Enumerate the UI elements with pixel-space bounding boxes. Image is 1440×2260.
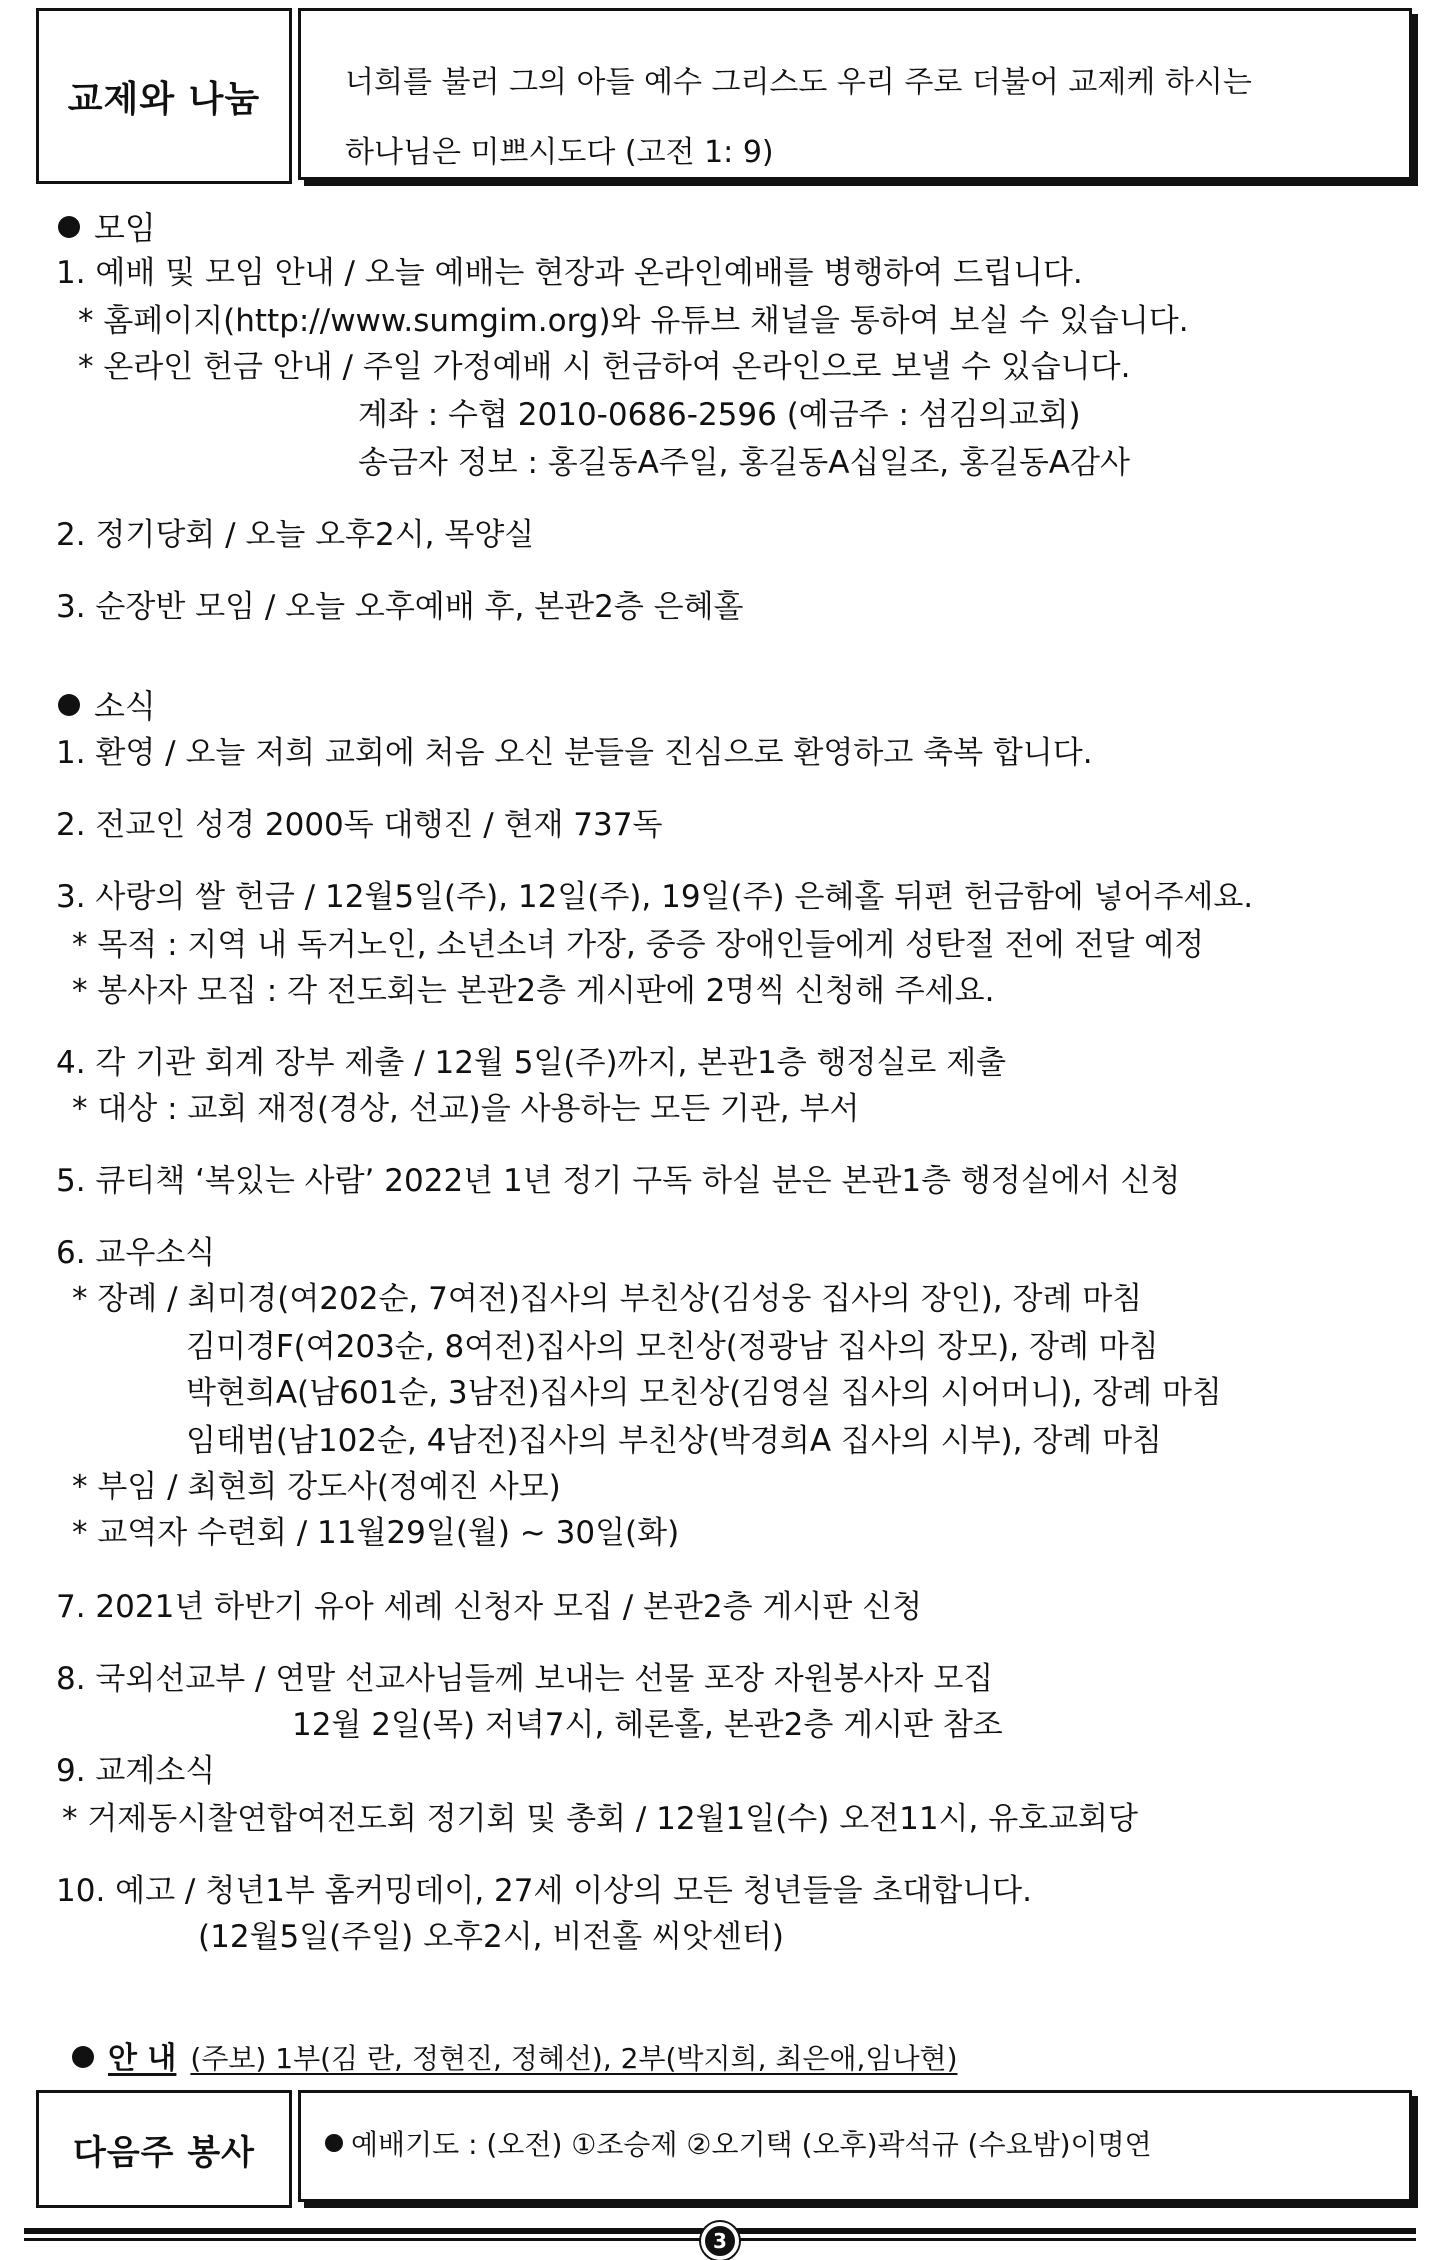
- news-line: * 부임 / 최현희 강도사(정예진 사모): [72, 1469, 561, 1505]
- page-number: 3: [701, 2222, 739, 2260]
- news-line: 8. 국외선교부 / 연말 선교사님들께 보내는 선물 포장 자원봉사자 모집: [56, 1661, 994, 1697]
- news-line: 3. 사랑의 쌀 헌금 / 12월5일(주), 12일(주), 19일(주) 은혜홀 뒤편 헌금함에 넣어주세요.: [56, 879, 1254, 915]
- section-label-text: 교제와 나눔: [67, 78, 261, 120]
- news-line: 2. 전교인 성경 2000독 대행진 / 현재 737독: [56, 807, 663, 843]
- verse-box: [298, 8, 1412, 180]
- gathering-line: 송금자 정보 : 홍길동A주일, 홍길동A십일조, 홍길동A감사: [358, 445, 1130, 481]
- news-line: (12월5일(주일) 오후2시, 비전홀 씨앗센터): [198, 1919, 784, 1955]
- next-week-service-label: [36, 2090, 292, 2208]
- news-line: 임태범(남102순, 4남전)집사의 부친상(박경희A 집사의 시부), 장례 마침: [186, 1423, 1162, 1459]
- news-line: 1. 환영 / 오늘 저희 교회에 처음 오신 분들을 진심으로 환영하고 축복 합니다.: [56, 735, 1093, 771]
- section-label-fellowship: [36, 8, 292, 184]
- verse-line-1: 너희를 불러 그의 아들 예수 그리스도 우리 주로 더불어 교제케 하시는: [345, 65, 1252, 100]
- bullet-icon: [58, 216, 80, 238]
- news-line: 12월 2일(목) 저녁7시, 헤론홀, 본관2층 게시판 참조: [292, 1707, 1003, 1743]
- next-week-service-text: 다음주 봉사: [72, 2132, 256, 2173]
- news-line: 5. 큐티책 ‘복있는 사람’ 2022년 1년 정기 구독 하실 분은 본관1층 행정실에서 신청: [56, 1163, 1181, 1199]
- bullet-icon: [325, 2134, 343, 2152]
- gathering-line: 3. 순장반 모임 / 오늘 오후예배 후, 본관2층 은혜홀: [56, 589, 744, 625]
- news-line: 4. 각 기관 회계 장부 제출 / 12월 5일(주)까지, 본관1층 행정실로 제출: [56, 1045, 1007, 1081]
- bullet-icon: [58, 694, 80, 716]
- news-line: 박현희A(남601순, 3남전)집사의 모친상(김영실 집사의 시어머니), 장례 마침: [186, 1375, 1222, 1411]
- news-line: 6. 교우소식: [56, 1235, 216, 1271]
- gathering-line: * 온라인 헌금 안내 / 주일 가정예배 시 헌금하여 온라인으로 보낼 수 있습니다.: [78, 349, 1131, 385]
- prayer-line: 예배기도 : (오전) ①조승제 ②오기택 (오후)곽석규 (수요밤)이명연: [325, 2131, 1152, 2159]
- news-line: * 장례 / 최미경(여202순, 7여전)집사의 부친상(김성웅 집사의 장인), 장례 마침: [72, 1281, 1143, 1317]
- notice-label: 안 내: [108, 2041, 177, 2076]
- notice-text: (주보) 1부(김 란, 정현진, 정혜선), 2부(박지희, 최은애,임나현): [190, 2042, 958, 2075]
- prayer-box: [298, 2090, 1412, 2202]
- news-line: 10. 예고 / 청년1부 홈커밍데이, 27세 이상의 모든 청년들을 초대합니다.: [56, 1873, 1032, 1909]
- news-line: * 목적 : 지역 내 독거노인, 소년소녀 가장, 중증 장애인들에게 성탄절 전에 전달 예정: [72, 927, 1205, 963]
- news-line: * 거제동시찰연합여전도회 정기회 및 총회 / 12월1일(수) 오전11시, 유호교회당: [62, 1801, 1138, 1837]
- news-line: 9. 교계소식: [56, 1753, 216, 1789]
- gathering-line: * 홈페이지(http://www.sumgim.org)와 유튜브 채널을 통하여 보실 수 있습니다.: [78, 303, 1189, 339]
- gathering-line: 계좌 : 수협 2010-0686-2596 (예금주 : 섬김의교회): [358, 397, 1081, 433]
- gathering-line: 2. 정기당회 / 오늘 오후2시, 목양실: [56, 517, 535, 553]
- notice-line: [72, 2041, 958, 2076]
- gathering-heading: 모임: [58, 212, 156, 244]
- news-line: * 대상 : 교회 재정(경상, 선교)을 사용하는 모든 기관, 부서: [72, 1091, 860, 1127]
- news-line: 김미경F(여203순, 8여전)집사의 모친상(정광남 집사의 장모), 장례 마침: [186, 1329, 1159, 1365]
- news-line: * 교역자 수련회 / 11월29일(월) ~ 30일(화): [72, 1515, 680, 1551]
- verse-line-2: 하나님은 미쁘시도다 (고전 1: 9): [345, 135, 774, 170]
- gathering-line: 1. 예배 및 모임 안내 / 오늘 예배는 현장과 온라인예배를 병행하여 드립니다.: [56, 255, 1083, 291]
- bullet-icon: [72, 2046, 94, 2068]
- news-line: * 봉사자 모집 : 각 전도회는 본관2층 게시판에 2명씩 신청해 주세요.: [72, 973, 995, 1009]
- news-line: 7. 2021년 하반기 유아 세례 신청자 모집 / 본관2층 게시판 신청: [56, 1589, 923, 1625]
- news-heading: 소식: [58, 690, 156, 722]
